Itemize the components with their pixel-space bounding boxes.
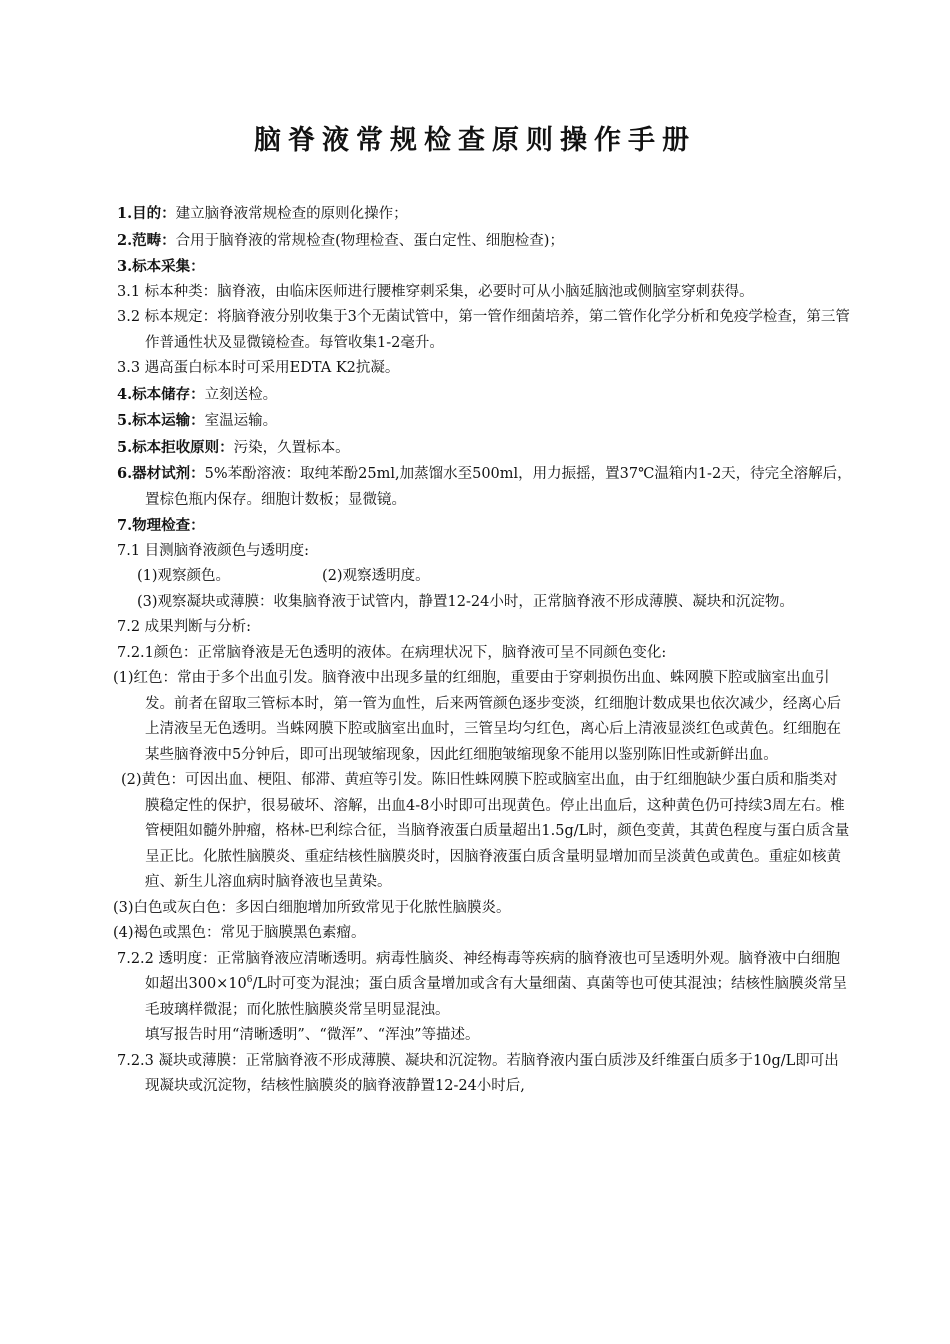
rejection-heading: 5.标本拒收原则：	[117, 438, 234, 456]
transport-heading: 5.标本运输：	[117, 412, 205, 429]
observe-clarity: (2)观察透明度。	[322, 568, 430, 584]
color-red: (1)红色：常由于多个出血引发。脑脊液中出现多量的红细胞，重要由于穿刺损伤出血、蛛网膜下腔或脑室出血引发。前者在留取三管标本时，第一管为血性，后来两管颜色逐步变淡，红细胞计数成果也依次减少，经离心后上清液呈无色透明。当蛛网膜下腔或脑室出血时，三管呈均匀红色，离心后上清液显淡红色或黄色。红细胞在某些脑脊液中5分钟后，即可出现皱缩现象，因此红细胞皱缩现象不能用以鉴别陈旧性或新鲜出血。	[113, 670, 841, 763]
rejection-text: 污染，久置标本。	[233, 439, 350, 456]
observe-clots: (3)观察凝块或薄膜：收集脑脊液于试管内，静置12-24小时，正常脑脊液不形成薄膜、凝块和沉淀物。	[137, 593, 794, 610]
materials-text: 5%苯酚溶液：取纯苯酚25ml,加蒸馏水至500ml，用力振摇，置37℃温箱内1-2天，待完全溶解后，置棕色瓶内保存。细胞计数板；显微镜。	[145, 466, 852, 508]
physical-exam-heading: 7.物理检查：	[117, 517, 205, 534]
clarity-text-a: 7.2.2 透明度：正常脑脊液应清晰透明。病毒性脑炎、神经梅毒等疾病的脑脊液也可呈透明外观。脑脊液中白细胞如超出300×10	[117, 950, 840, 992]
storage-text: 立刻送检。	[204, 386, 278, 403]
transport-text: 室温运输。	[204, 413, 278, 429]
storage-line	[117, 382, 852, 409]
section-7-1: 7.1 目测脑脊液颜色与透明度:	[117, 542, 310, 559]
purpose-line	[117, 201, 852, 228]
section-7-1-items	[117, 564, 852, 590]
section-3-2: 3.2 标本规定：将脑脊液分别收集于3个无菌试管中，第一管作细菌培养，第二管作化学分析和免疫学检查，第三管作普通性状及显微镜检查。每管收集1-2毫升。	[117, 309, 850, 351]
transport-line	[117, 408, 852, 435]
scope-text: 合用于脑脊液的常规检查(物理检查、蛋白定性、细胞检查)；	[175, 232, 564, 249]
section-3-3: 3.3 遇高蛋白标本时可采用EDTA K2抗凝。	[117, 360, 400, 376]
section-7-2-3: 7.2.3 凝块或薄膜：正常脑脊液不形成薄膜、凝块和沉淀物。若脑脊液内蛋白质涉及纤维蛋白质多于10g/L即可出现凝块或沉淀物，结核性脑膜炎的脑脊液静置12-24小时后,	[117, 1052, 839, 1094]
section-3-1: 3.1 标本种类：脑脊液，由临床医师进行腰椎穿刺采集，必要时可从小脑延脑池或侧脑室穿刺获得。	[117, 283, 754, 300]
rejection-line	[117, 435, 852, 462]
color-white: (3)白色或灰白色：多因白细胞增加所致常见于化脓性脑膜炎。	[113, 899, 511, 916]
color-yellow: (2)黄色：可因出血、梗阻、郁滞、黄疸等引发。陈旧性蛛网膜下腔或脑室出血，由于红细胞缺少蛋白质和脂类对膜稳定性的保护，很易破坏、溶解，出血4-8小时即可出现黄色。停止出血后，这种黄色仍可持续3周左右。椎管梗阻如髓外肿瘤，格林-巴利综合征，当脑脊液蛋白质量超出1.5g/L时，颜色变黄，其黄色程度与蛋白质含量呈正比。化脓性脑膜炎、重症结核性脑膜炎时，因脑脊液蛋白质含量明显增加而呈淡黄色或黄色。重症如核黄疸、新生儿溶血病时脑脊液也呈黄染。	[121, 772, 850, 890]
scope-heading: 2.范畴：	[117, 231, 176, 249]
clarity-text-b: /L时可变为混浊；蛋白质含量增加或含有大量细菌、真菌等也可使其混浊；结核性脑膜炎常呈毛玻璃样微混；而化脓性脑膜炎常呈明显混浊。	[145, 976, 848, 1018]
clarity-exponent: 6	[246, 975, 253, 986]
color-brown: (4)褐色或黑色：常见于脑膜黑色素瘤。	[113, 925, 366, 941]
document-body	[113, 201, 852, 1100]
materials-line	[117, 461, 852, 513]
section-7-2-2	[117, 947, 852, 1024]
report-fill-note: 填写报告时用“清晰透明”、“微浑”、“浑浊”等描述。	[145, 1027, 480, 1043]
sample-collection-heading: 3.标本采集：	[117, 258, 205, 275]
materials-heading: 6.器材试剂：	[117, 465, 205, 482]
scope-line	[117, 228, 852, 255]
section-7-2-1: 7.2.1颜色：正常脑脊液是无色透明的液体。在病理状况下，脑脊液可呈不同颜色变化:	[117, 644, 667, 661]
section-7-2: 7.2 成果判断与分析:	[117, 619, 252, 635]
purpose-heading: 1.目的：	[117, 205, 176, 222]
purpose-text: 建立脑脊液常规检查的原则化操作；	[175, 206, 408, 222]
storage-heading: 4.标本储存：	[117, 385, 205, 403]
page-title: 脑脊液常规检查原则操作手册	[254, 125, 696, 156]
observe-color: (1)观察颜色。	[137, 568, 231, 584]
